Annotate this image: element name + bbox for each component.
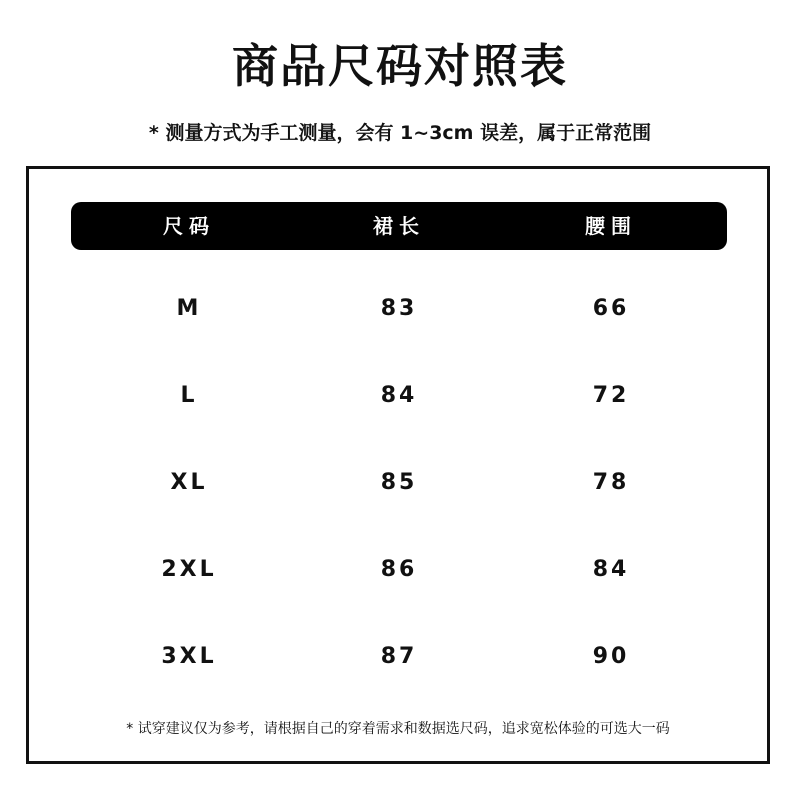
- size-cell: 3XL: [161, 644, 217, 669]
- measurement-note: * 测量方式为手工测量，会有 1~3cm 误差，属于正常范围: [148, 122, 652, 144]
- size-cell: XL: [170, 470, 208, 495]
- table-header: [71, 202, 727, 250]
- waist-cell: 84: [592, 557, 630, 582]
- table-row: [29, 463, 767, 503]
- waist-cell: 90: [592, 644, 630, 669]
- size-cell: 2XL: [161, 557, 217, 582]
- waist-cell: 72: [592, 383, 630, 408]
- header-size: 尺码: [163, 214, 215, 238]
- waist-cell: 66: [592, 296, 630, 321]
- fit-advice-note: * 试穿建议仅为参考，请根据自己的穿着需求和数据选尺码，追求宽松体验的可选大一码: [126, 721, 670, 737]
- header-skirt-length: 裙长: [373, 214, 425, 238]
- table-row: [29, 289, 767, 329]
- size-cell: M: [176, 296, 202, 321]
- skirt-length-cell: 86: [380, 557, 418, 582]
- waist-cell: 78: [592, 470, 630, 495]
- size-chart-frame: [26, 166, 770, 764]
- table-row: [29, 550, 767, 590]
- header-waist: 腰围: [585, 214, 637, 238]
- skirt-length-cell: 83: [380, 296, 418, 321]
- skirt-length-cell: 87: [380, 644, 418, 669]
- size-cell: L: [180, 383, 198, 408]
- table-row: [29, 376, 767, 416]
- table-row: [29, 637, 767, 677]
- skirt-length-cell: 84: [380, 383, 418, 408]
- skirt-length-cell: 85: [380, 470, 418, 495]
- page-title: 商品尺码对照表: [232, 39, 568, 93]
